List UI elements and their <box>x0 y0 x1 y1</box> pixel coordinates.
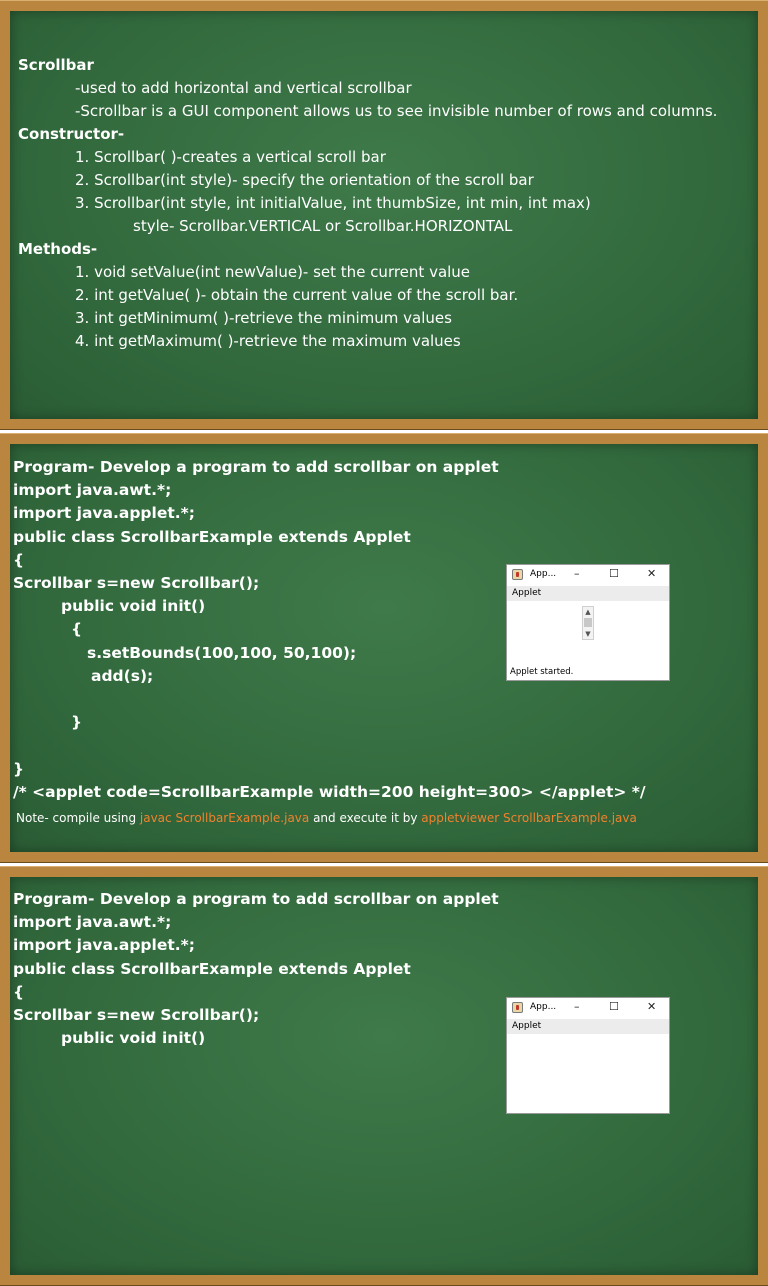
compile-note <box>16 811 637 825</box>
method-item: 2. int getValue( )- obtain the current value of the scroll bar. <box>75 286 519 304</box>
code-line: import java.applet.*; <box>13 936 195 954</box>
code-line: } <box>71 713 83 731</box>
vertical-scrollbar[interactable] <box>582 606 594 640</box>
method-item: 3. int getMinimum( )-retrieve the minimum values <box>75 309 452 327</box>
program-title: Program- Develop a program to add scrollbar on applet <box>13 890 499 908</box>
scrollbar-thumb[interactable] <box>584 618 592 627</box>
desc-line: -Scrollbar is a GUI component allows us to see invisible number of rows and columns. <box>75 102 718 120</box>
java-icon <box>512 569 523 580</box>
slide-scrollbar-intro <box>0 0 768 430</box>
note-middle: and execute it by <box>309 811 422 825</box>
minimize-icon[interactable]: – <box>574 1000 580 1013</box>
code-line: add(s); <box>91 667 154 685</box>
code-line: public class ScrollbarExample extends Applet <box>13 960 411 978</box>
code-line: public class ScrollbarExample extends Applet <box>13 528 411 546</box>
chalkboard <box>10 877 758 1275</box>
applet-tag-comment: /* <applet code=ScrollbarExample width=200 height=300> </applet> */ <box>13 783 646 801</box>
applet-menu[interactable]: Applet <box>507 586 669 601</box>
chalkboard <box>10 444 758 852</box>
minimize-icon[interactable]: – <box>574 567 580 580</box>
applet-window-screenshot <box>506 564 670 681</box>
applet-window-title: App... <box>530 569 557 579</box>
constructor-item: 1. Scrollbar( )-creates a vertical scroll bar <box>75 148 386 166</box>
applet-menu[interactable]: Applet <box>507 1019 669 1034</box>
scroll-up-icon[interactable]: ▲ <box>585 608 591 616</box>
chalkboard <box>10 11 758 419</box>
slide-program-example <box>0 433 768 863</box>
heading-constructor: Constructor- <box>18 125 125 143</box>
code-line: Scrollbar s=new Scrollbar(); <box>13 1006 260 1024</box>
note-cmd-javac: javac ScrollbarExample.java <box>139 811 310 825</box>
applet-titlebar <box>507 565 669 586</box>
constructor-item: 2. Scrollbar(int style)- specify the orientation of the scroll bar <box>75 171 534 189</box>
code-line: } <box>13 760 25 778</box>
java-icon <box>512 1002 523 1013</box>
code-line: import java.applet.*; <box>13 504 195 522</box>
note-cmd-appletviewer: appletviewer ScrollbarExample.java <box>421 811 637 825</box>
program-title: Program- Develop a program to add scrollbar on applet <box>13 458 499 476</box>
applet-window-screenshot <box>506 997 670 1114</box>
code-line: public void init() <box>61 1029 206 1047</box>
constructor-item: 3. Scrollbar(int style, int initialValue, int thumbSize, int min, int max) <box>75 194 591 212</box>
desc-line: -used to add horizontal and vertical scrollbar <box>75 79 412 97</box>
code-line: { <box>13 551 25 569</box>
applet-status: Applet started. <box>510 667 574 677</box>
close-icon[interactable]: ✕ <box>647 567 657 580</box>
code-line: import java.awt.*; <box>13 913 172 931</box>
scroll-down-icon[interactable]: ▼ <box>585 630 591 638</box>
code-line: public void init() <box>61 597 206 615</box>
slide-program-example-repeat <box>0 866 768 1286</box>
heading-scrollbar: Scrollbar <box>18 56 94 74</box>
heading-methods: Methods- <box>18 240 98 258</box>
note-prefix: Note- compile using <box>16 811 140 825</box>
maximize-icon[interactable]: ☐ <box>609 567 619 580</box>
code-line: s.setBounds(100,100, 50,100); <box>87 644 357 662</box>
code-line: import java.awt.*; <box>13 481 172 499</box>
maximize-icon[interactable]: ☐ <box>609 1000 619 1013</box>
code-line: { <box>71 620 83 638</box>
applet-titlebar <box>507 998 669 1019</box>
code-line: Scrollbar s=new Scrollbar(); <box>13 574 260 592</box>
close-icon[interactable]: ✕ <box>647 1000 657 1013</box>
applet-window-title: App... <box>530 1002 557 1012</box>
constructor-style-note: style- Scrollbar.VERTICAL or Scrollbar.HORIZONTAL <box>133 217 513 235</box>
code-line: { <box>13 983 25 1001</box>
method-item: 1. void setValue(int newValue)- set the current value <box>75 263 471 281</box>
method-item: 4. int getMaximum( )-retrieve the maximum values <box>75 332 461 350</box>
